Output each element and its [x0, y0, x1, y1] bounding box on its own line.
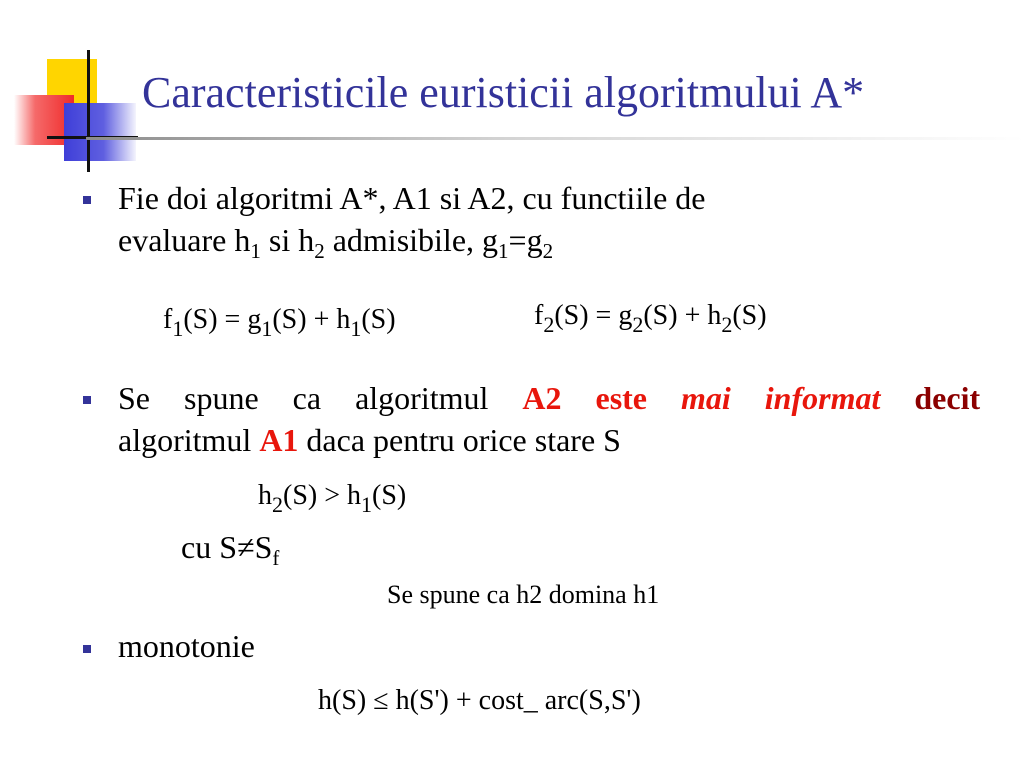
- bullet-marker-2: [83, 396, 91, 404]
- bullet-1-line-1: Fie doi algoritmi A*, A1 si A2, cu functiile de: [118, 180, 706, 216]
- decor-vertical-line: [87, 50, 90, 172]
- formula-monotonie: h(S) ≤ h(S') + cost_ arc(S,S'): [318, 685, 641, 716]
- bullet-2-line-2: algoritmul A1 daca pentru orice stare S: [118, 422, 621, 458]
- bullet-2-line-1: Se spune ca algoritmul A2 este mai informat decit: [118, 380, 981, 416]
- title-underline: [86, 137, 1024, 140]
- formula-f1: $f_1(S) = g_1(S) + h_1(S)$: [163, 304, 396, 341]
- bullet-marker-3: [83, 645, 91, 653]
- bullet-1-line-2: evaluare $h_1$ si $h_2$ admisibile, $g_1=g_2$: [118, 222, 554, 263]
- condition-text: cu $S\ne S_f$: [181, 529, 280, 570]
- formula-h2-gt-h1: $h_2(S) > h_1(S)$: [258, 480, 407, 517]
- bullet-2-text: [118, 377, 980, 461]
- decor-blue-square: [64, 103, 136, 161]
- slide-title: Caracteristicile euristicii algoritmului A*: [142, 68, 865, 117]
- bullet-1-text: [118, 177, 706, 261]
- formula-f2: $f_2(S) = g_2(S) + h_2(S)$: [534, 300, 767, 337]
- domination-note: Se spune ca h2 domina h1: [387, 580, 660, 609]
- bullet-marker-1: [83, 196, 91, 204]
- bullet-3-text: monotonie: [118, 628, 255, 664]
